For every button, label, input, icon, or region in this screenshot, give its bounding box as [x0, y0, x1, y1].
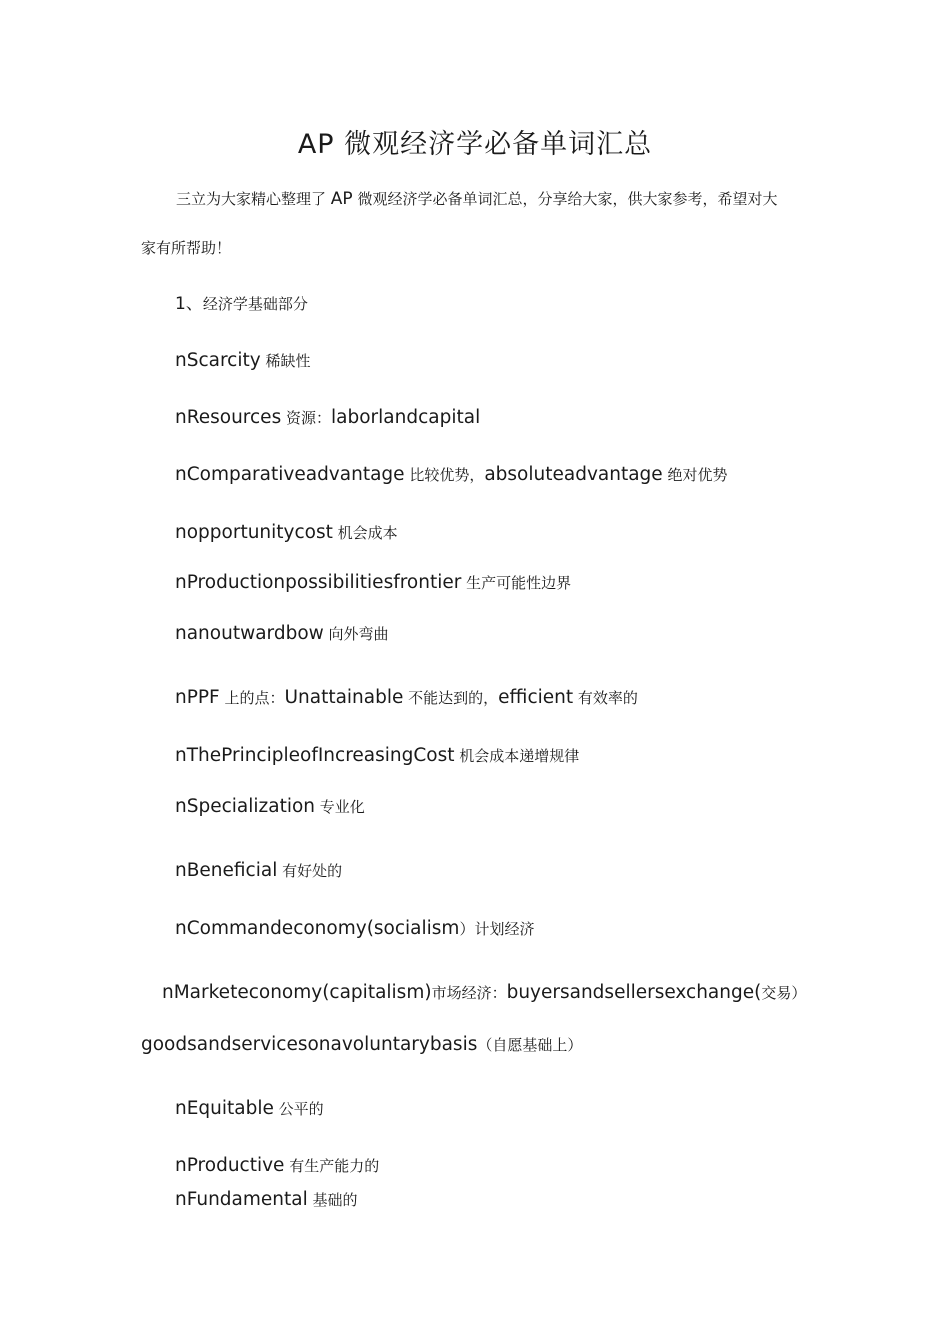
term-english: nSpecialization [175, 796, 316, 817]
term-item [162, 982, 806, 1004]
term-english: goodsandservicesonavoluntarybasis [141, 1034, 478, 1055]
term-english: nEquitable [175, 1098, 274, 1119]
term-chinese: 机会成本 [332, 524, 398, 542]
term-chinese: 基础的 [307, 1191, 358, 1209]
term-english: nThePrincipleofIncreasingCost [175, 745, 455, 766]
term-chinese: 生产可能性边界 [461, 574, 572, 592]
term-chinese-3: 有效率的 [573, 689, 638, 707]
term-chinese: 稀缺性 [260, 352, 311, 370]
section-title: 经济学基础部分 [202, 295, 308, 313]
term-chinese-2: 不能达到的， [403, 689, 499, 707]
term-chinese: 有生产能力的 [284, 1157, 380, 1175]
term-item [175, 860, 342, 882]
term-item [175, 1155, 379, 1177]
term-english: nBeneficial [175, 860, 278, 881]
term-item [175, 745, 579, 767]
term-chinese: 资源： [281, 409, 331, 427]
term-english: nFundamental [175, 1189, 308, 1210]
term-english-2: absoluteadvantage [484, 464, 663, 485]
term-chinese: 专业化 [315, 798, 365, 816]
intro-text-2: 家有所帮助！ [141, 239, 232, 257]
section-heading [175, 293, 308, 315]
term-chinese: 有好处的 [277, 862, 343, 880]
term-chinese: 市场经济： [431, 984, 507, 1002]
term-item [175, 687, 638, 709]
intro-text-a: 三立为大家精心整理了 [176, 190, 331, 208]
term-chinese: 公平的 [273, 1100, 324, 1118]
term-english: nProductive [175, 1155, 285, 1176]
term-chinese: 机会成本递增规律 [454, 747, 580, 765]
term-item [175, 464, 727, 486]
term-chinese-2: 交易） [761, 984, 807, 1002]
intro-text-b: AP [330, 189, 353, 209]
term-item [141, 1034, 582, 1056]
term-item [175, 522, 398, 544]
term-english: nScarcity [175, 350, 261, 371]
intro-line-2 [141, 237, 231, 259]
term-english: nanoutwardbow [175, 623, 324, 644]
term-item [175, 1098, 324, 1120]
term-english-2: laborlandcapital [331, 407, 481, 428]
term-item [175, 407, 480, 429]
term-item [175, 350, 310, 372]
term-english: nCommandeconomy(socialism [175, 918, 460, 939]
intro-line-1 [176, 188, 777, 210]
term-english: nProductionpossibilitiesfrontier [175, 572, 462, 593]
term-english-2: Unattainable [284, 687, 404, 708]
term-english: nMarketeconomy(capitalism) [162, 982, 432, 1003]
term-chinese: 上的点： [219, 689, 285, 707]
term-english: nComparativeadvantage [175, 464, 405, 485]
term-english: nopportunitycost [175, 522, 333, 543]
term-item [175, 572, 571, 594]
term-item [175, 796, 365, 818]
term-item [175, 623, 389, 645]
section-number: 1、 [175, 294, 203, 314]
term-english-3: efficient [498, 687, 574, 708]
term-chinese: （自愿基础上） [477, 1036, 583, 1054]
term-english: nPPF [175, 687, 220, 708]
term-chinese: 比较优势， [404, 466, 485, 484]
term-chinese-2: 绝对优势 [662, 466, 728, 484]
document-title: AP 微观经济学必备单词汇总 [297, 129, 653, 160]
term-english: nResources [175, 407, 282, 428]
term-chinese: ）计划经济 [459, 920, 535, 938]
term-item [175, 918, 534, 940]
term-chinese: 向外弯曲 [323, 625, 389, 643]
term-item [175, 1189, 358, 1211]
term-english-2: buyersandsellersexchange( [506, 982, 762, 1003]
intro-text-c: 微观经济学必备单词汇总，分享给大家，供大家参考，希望对大 [352, 190, 778, 208]
